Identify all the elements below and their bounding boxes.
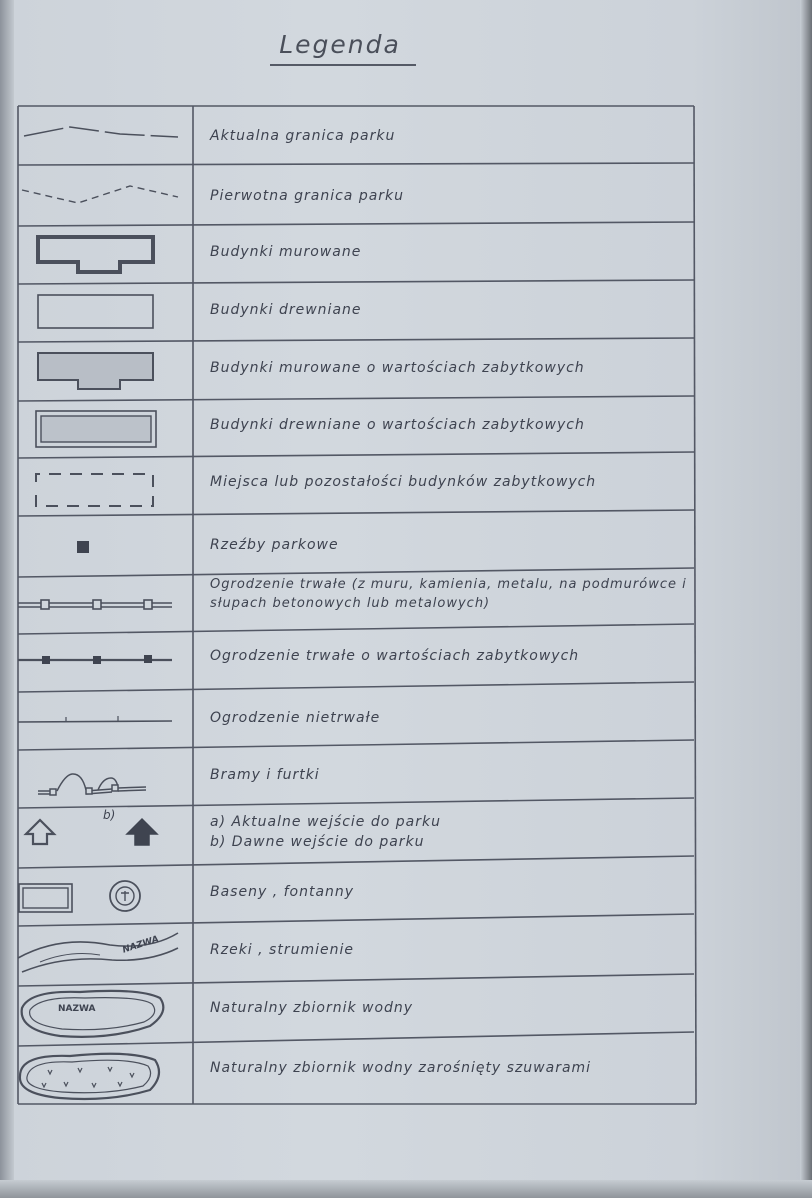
legend-row-pools-fountains: Baseny , fontanny (210, 884, 355, 900)
permanent-fence-symbol (18, 600, 172, 609)
legend-row-natural-water-body: Naturalny zbiornik wodny (210, 1000, 414, 1016)
original-boundary-symbol (22, 186, 178, 203)
park-entrances-symbol (26, 819, 157, 845)
pools-fountains-symbol (19, 881, 140, 912)
legend-row-rivers: Rzeki , strumienie (210, 942, 354, 958)
legend-row-entrance-current: a) Aktualne wejście do parku (210, 814, 441, 830)
historic-wooden-building-symbol (36, 411, 156, 447)
masonry-building-symbol (38, 237, 153, 272)
river-name-label: NAZWA (121, 934, 161, 956)
wooden-building-symbol (38, 295, 153, 328)
water-body-name-label: NAZWA (58, 1004, 96, 1014)
historic-masonry-building-symbol (38, 353, 153, 389)
legend-row-non-permanent-fence: Ogrodzenie nietrwałe (210, 710, 381, 726)
legend-title: Legenda (279, 30, 401, 59)
legend-row-original-boundary: Pierwotna granica parku (210, 188, 405, 204)
gates-wickets-symbol (38, 774, 146, 795)
current-boundary-symbol (24, 127, 178, 137)
non-permanent-fence-symbol (18, 716, 172, 722)
entrance-b-marker: b) (103, 808, 116, 822)
legend-row-permanent-fence: Ogrodzenie trwałe (z muru, kamienia, metalu, na podmurówce i słupach betonowych lub metalowych) (210, 577, 687, 611)
legend-row-wooden-building: Budynki drewniane (210, 302, 362, 318)
legend-row-historic-masonry: Budynki murowane o wartościach zabytkowych (210, 360, 585, 376)
legend-row-entrance-former: b) Dawne wejście do parku (210, 834, 425, 850)
legend-row-park-sculpture: Rzeźby parkowe (210, 537, 339, 553)
historic-building-remains-symbol (36, 474, 153, 506)
overgrown-water-body-symbol (20, 1054, 159, 1099)
legend-row-gates: Bramy i furtki (210, 767, 320, 783)
park-sculpture-symbol (77, 541, 89, 553)
legend-row-overgrown-water-body: Naturalny zbiornik wodny zarośnięty szuwarami (210, 1060, 592, 1076)
legend-row-historic-fence: Ogrodzenie trwałe o wartościach zabytkowych (210, 648, 580, 664)
historic-permanent-fence-symbol (18, 655, 172, 664)
legend-row-building-remains: Miejsca lub pozostałości budynków zabytkowych (210, 474, 597, 490)
legend-row-masonry-building: Budynki murowane (210, 244, 362, 260)
legend-row-historic-wooden: Budynki drewniane o wartościach zabytkowych (210, 417, 585, 433)
legend-row-current-boundary: Aktualna granica parku (210, 128, 396, 144)
